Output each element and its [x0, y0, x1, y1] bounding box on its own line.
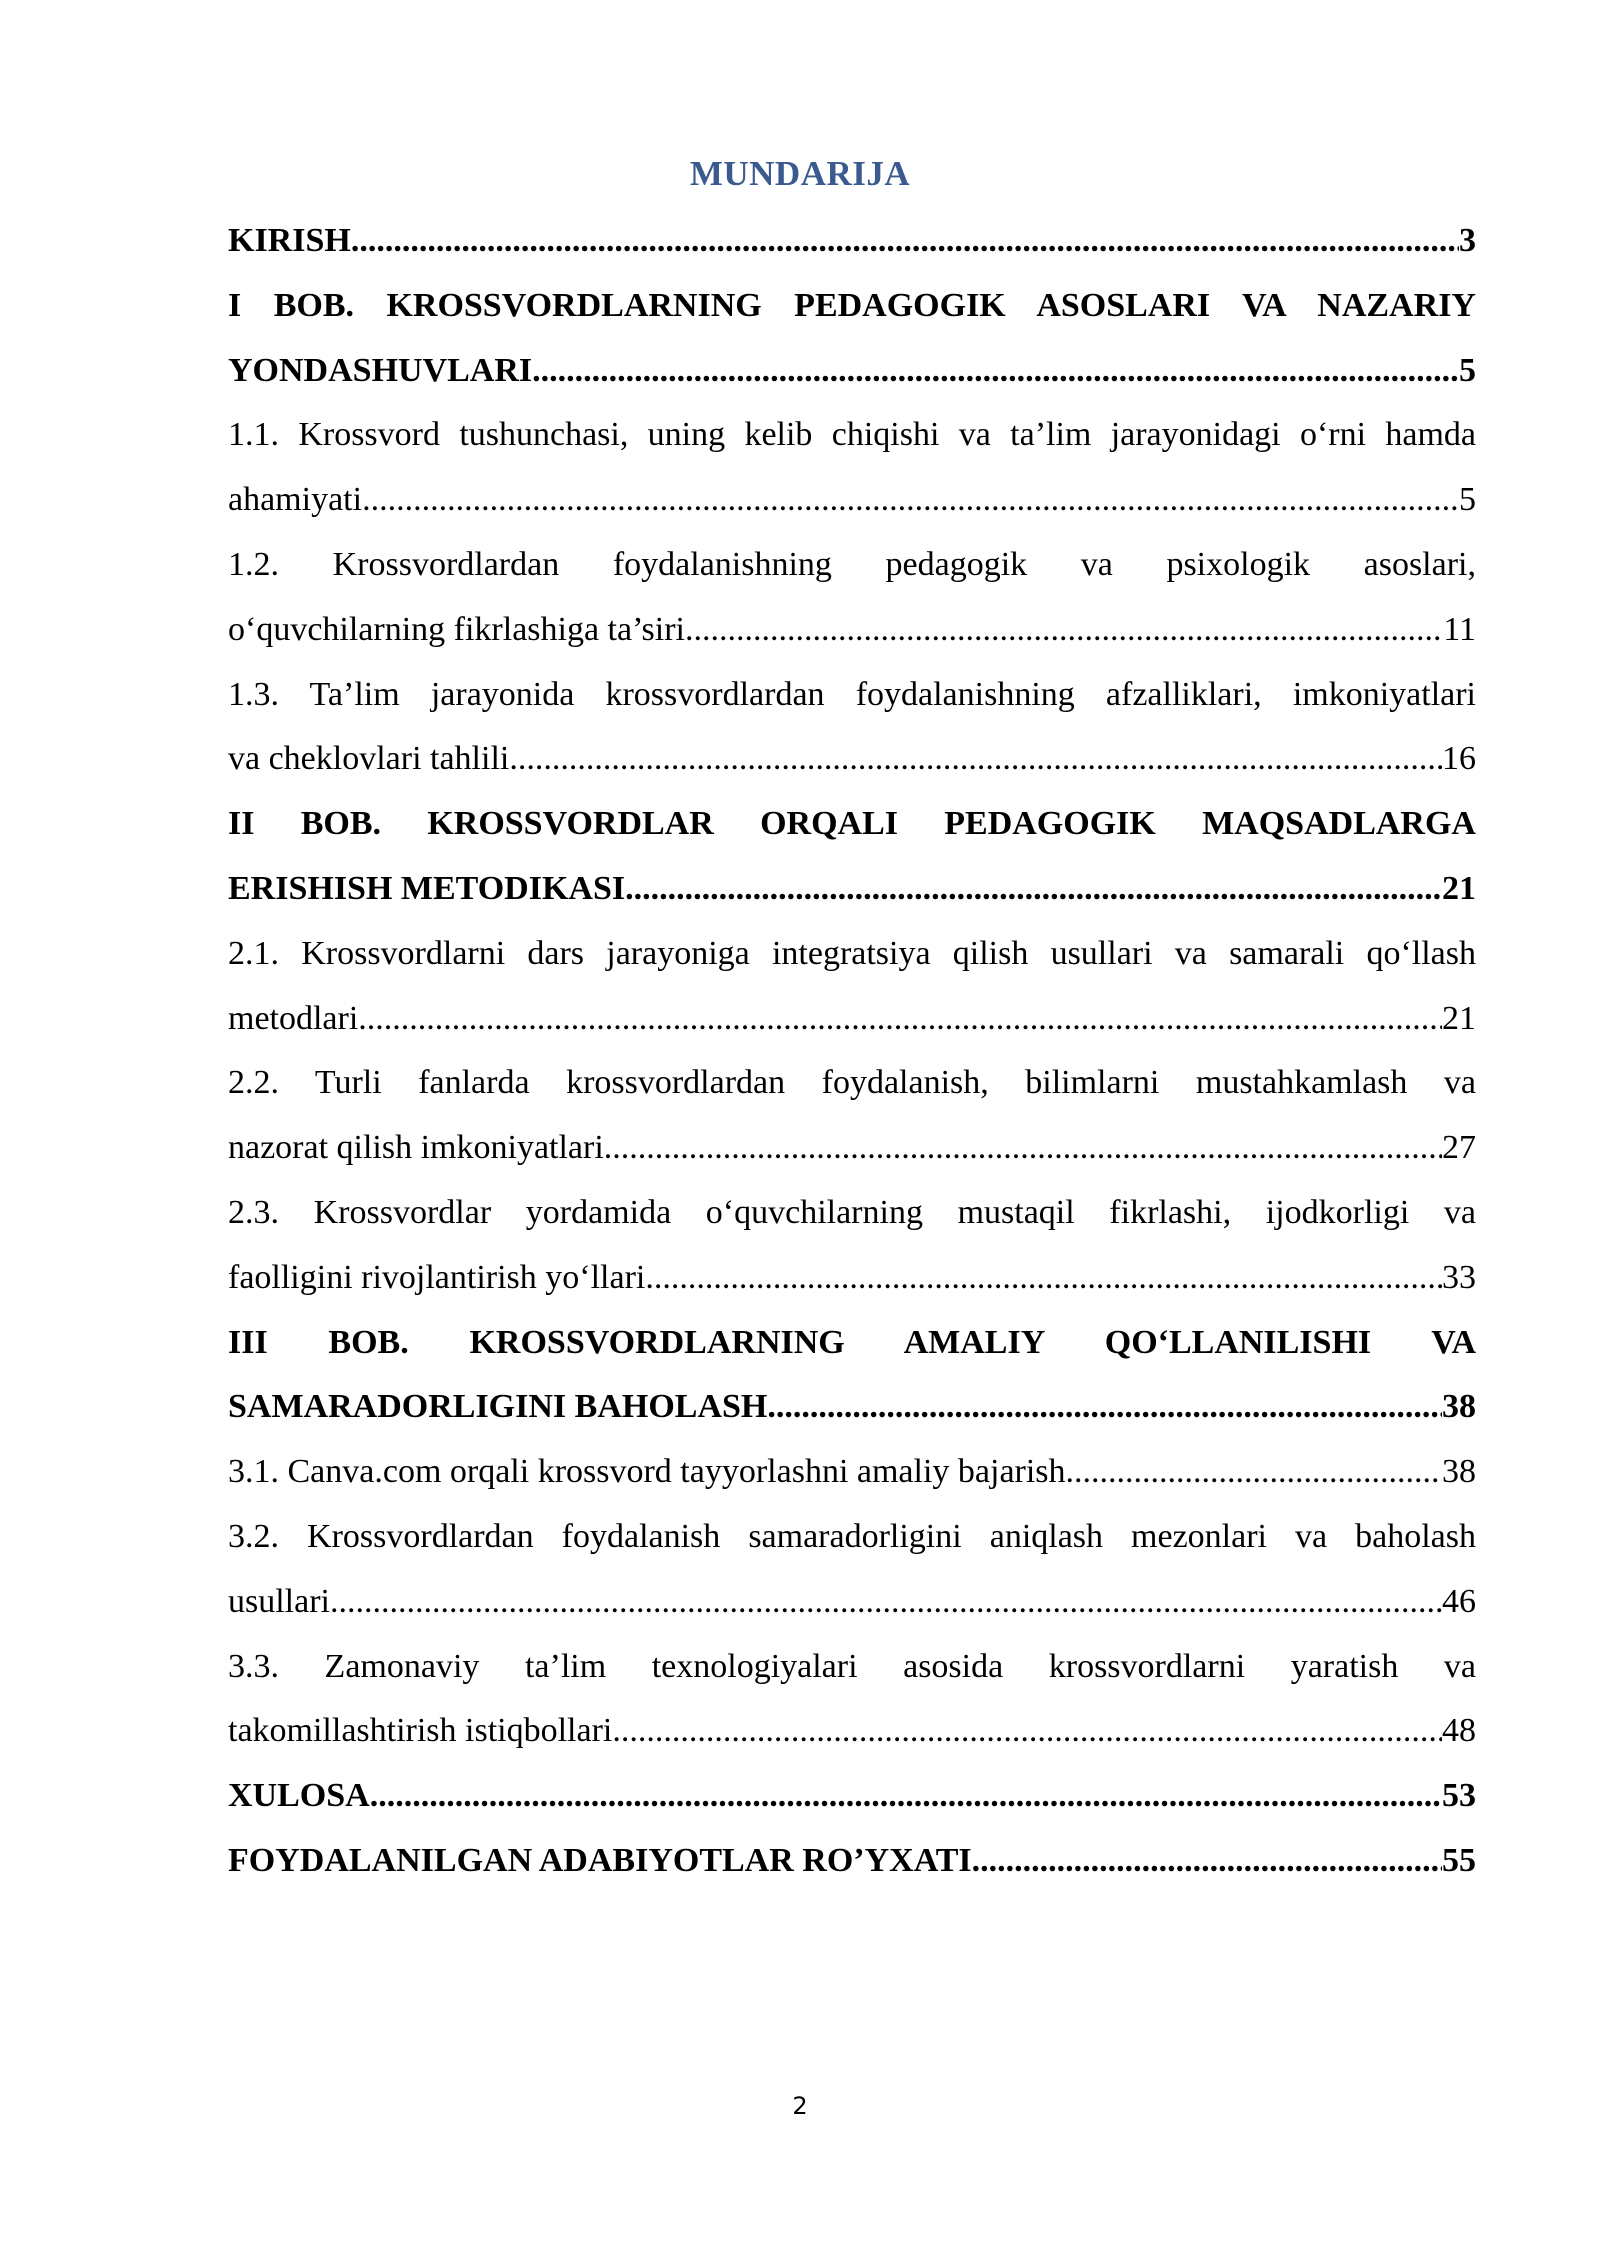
toc-entry-text: faolligini rivojlantirish yo‘llari: [228, 1258, 646, 1296]
toc-entry-page-number: 33: [1442, 1258, 1476, 1296]
toc-entry-first-line: I BOB. KROSSVORDLARNING PEDAGOGIK ASOSLARI VA NAZARIY: [228, 286, 1476, 324]
toc-entry-first-line: 3.2. Krossvordlardan foydalanish samaradorligini aniqlash mezonlari va baholash: [228, 1517, 1476, 1555]
toc-entry-first-line: 3.3. Zamonaviy ta’lim texnologiyalari asosida krossvordlarni yaratish va: [228, 1647, 1476, 1685]
toc-entry-page-number: 16: [1442, 740, 1476, 778]
toc-entry-leader-line: [228, 1699, 1476, 1764]
toc-chapter-entry[interactable]: [228, 1764, 1476, 1829]
toc-entry-page-number: 21: [1442, 869, 1476, 907]
toc-entry-page-number: 38: [1442, 1453, 1476, 1491]
toc-entry-leader-line: [228, 857, 1476, 922]
toc-entry-text: metodlari: [228, 999, 359, 1037]
toc-entry-text: ahamiyati: [228, 481, 363, 519]
page-title: MUNDARIJA: [689, 154, 911, 193]
toc-entry-page-number: 53: [1442, 1777, 1476, 1815]
dot-leader: [604, 1116, 1442, 1181]
toc-section-entry[interactable]: [228, 533, 1476, 663]
toc-chapter-entry[interactable]: [228, 209, 1476, 274]
toc-entry-page-number: 3: [1459, 222, 1476, 259]
toc-section-entry[interactable]: [228, 663, 1476, 793]
toc-entry-page-number: 55: [1442, 1841, 1476, 1879]
dot-leader: [767, 1375, 1442, 1440]
toc-entry-leader-line: [228, 1764, 1476, 1829]
dot-leader: [532, 339, 1459, 404]
toc-section-entry[interactable]: [228, 403, 1476, 533]
toc-entry-text: FOYDALANILGAN ADABIYOTLAR RO’YXATI: [228, 1841, 972, 1879]
toc-entry-leader-line: [228, 468, 1476, 533]
toc-entry-text: YONDASHUVLARI: [228, 351, 533, 389]
toc-entry-leader-line: [228, 1375, 1476, 1440]
toc-entry-leader-line: [228, 598, 1476, 663]
toc-section-entry[interactable]: [228, 1181, 1476, 1311]
dot-leader: [370, 1764, 1442, 1829]
toc-entry-text: XULOSA: [228, 1777, 370, 1815]
toc-entry-leader-line: [228, 1440, 1476, 1505]
dot-leader: [362, 468, 1459, 533]
toc-entry-text: o‘quvchilarning fikrlashiga ta’siri: [228, 610, 685, 648]
toc-entry-page-number: 5: [1459, 351, 1476, 389]
toc-entry-page-number: 27: [1442, 1129, 1476, 1167]
toc-entry-leader-line: [228, 727, 1476, 792]
dot-leader: [351, 209, 1459, 274]
toc-section-entry[interactable]: [228, 1440, 1476, 1505]
dot-leader: [330, 1570, 1442, 1635]
toc-entry-leader-line: [228, 1116, 1476, 1181]
toc-section-entry[interactable]: [228, 1505, 1476, 1635]
toc-chapter-entry[interactable]: [228, 1829, 1476, 1894]
toc-chapter-entry[interactable]: [228, 274, 1476, 404]
toc-entry-first-line: 2.1. Krossvordlarni dars jarayoniga integratsiya qilish usullari va samarali qo‘llash: [228, 934, 1476, 972]
toc-entry-page-number: 5: [1459, 481, 1476, 519]
toc-entry-first-line: 2.2. Turli fanlarda krossvordlardan foydalanish, bilimlarni mustahkamlash va: [228, 1064, 1476, 1102]
toc-section-entry[interactable]: [228, 1051, 1476, 1181]
toc-entry-page-number: 11: [1443, 610, 1476, 648]
dot-leader: [972, 1829, 1442, 1894]
toc-entry-text: takomillashtirish istiqbollari: [228, 1712, 613, 1750]
dot-leader: [645, 1246, 1442, 1311]
table-of-contents: [228, 209, 1476, 1894]
toc-entry-page-number: 46: [1442, 1582, 1476, 1620]
toc-entry-text: va cheklovlari tahlili: [228, 740, 510, 778]
toc-entry-text: KIRISH: [228, 222, 351, 259]
toc-section-entry[interactable]: [228, 1635, 1476, 1765]
toc-entry-text: nazorat qilish imkoniyatlari: [228, 1129, 604, 1167]
toc-entry-leader-line: [228, 987, 1476, 1052]
toc-entry-first-line: II BOB. KROSSVORDLAR ORQALI PEDAGOGIK MAQSADLARGA: [228, 805, 1476, 843]
page-number: 2: [792, 2092, 808, 2120]
dot-leader: [625, 857, 1442, 922]
toc-entry-leader-line: [228, 1829, 1476, 1894]
toc-entry-text: usullari: [228, 1582, 330, 1620]
toc-entry-page-number: 21: [1442, 999, 1476, 1037]
toc-entry-text: SAMARADORLIGINI BAHOLASH: [228, 1388, 768, 1426]
dot-leader: [358, 987, 1442, 1052]
toc-entry-first-line: III BOB. KROSSVORDLARNING AMALIY QO‘LLANILISHI VA: [228, 1323, 1476, 1361]
toc-entry-page-number: 38: [1442, 1388, 1476, 1426]
toc-entry-first-line: 1.2. Krossvordlardan foydalanishning pedagogik va psixologik asoslari,: [228, 545, 1476, 583]
toc-entry-leader-line: [228, 339, 1476, 404]
toc-chapter-entry[interactable]: [228, 1311, 1476, 1441]
toc-entry-text: 3.1. Canva.com orqali krossvord tayyorlashni amaliy bajarish: [228, 1453, 1066, 1491]
dot-leader: [509, 727, 1442, 792]
toc-entry-first-line: 1.1. Krossvord tushunchasi, uning kelib chiqishi va ta’lim jarayonidagi o‘rni hamda: [228, 416, 1476, 454]
toc-entry-first-line: 2.3. Krossvordlar yordamida o‘quvchilarning mustaqil fikrlashi, ijodkorligi va: [228, 1193, 1476, 1231]
toc-entry-leader-line: [228, 1570, 1476, 1635]
toc-section-entry[interactable]: [228, 922, 1476, 1052]
toc-entry-leader-line: [228, 1246, 1476, 1311]
toc-chapter-entry[interactable]: [228, 792, 1476, 922]
dot-leader: [685, 598, 1443, 663]
toc-entry-leader-line: [228, 209, 1476, 274]
dot-leader: [612, 1699, 1442, 1764]
toc-entry-first-line: 1.3. Ta’lim jarayonida krossvordlardan foydalanishning afzalliklari, imkoniyatlari: [228, 675, 1476, 713]
toc-entry-text: ERISHISH METODIKASI: [228, 869, 626, 907]
toc-entry-page-number: 48: [1442, 1712, 1476, 1750]
dot-leader: [1066, 1440, 1442, 1505]
